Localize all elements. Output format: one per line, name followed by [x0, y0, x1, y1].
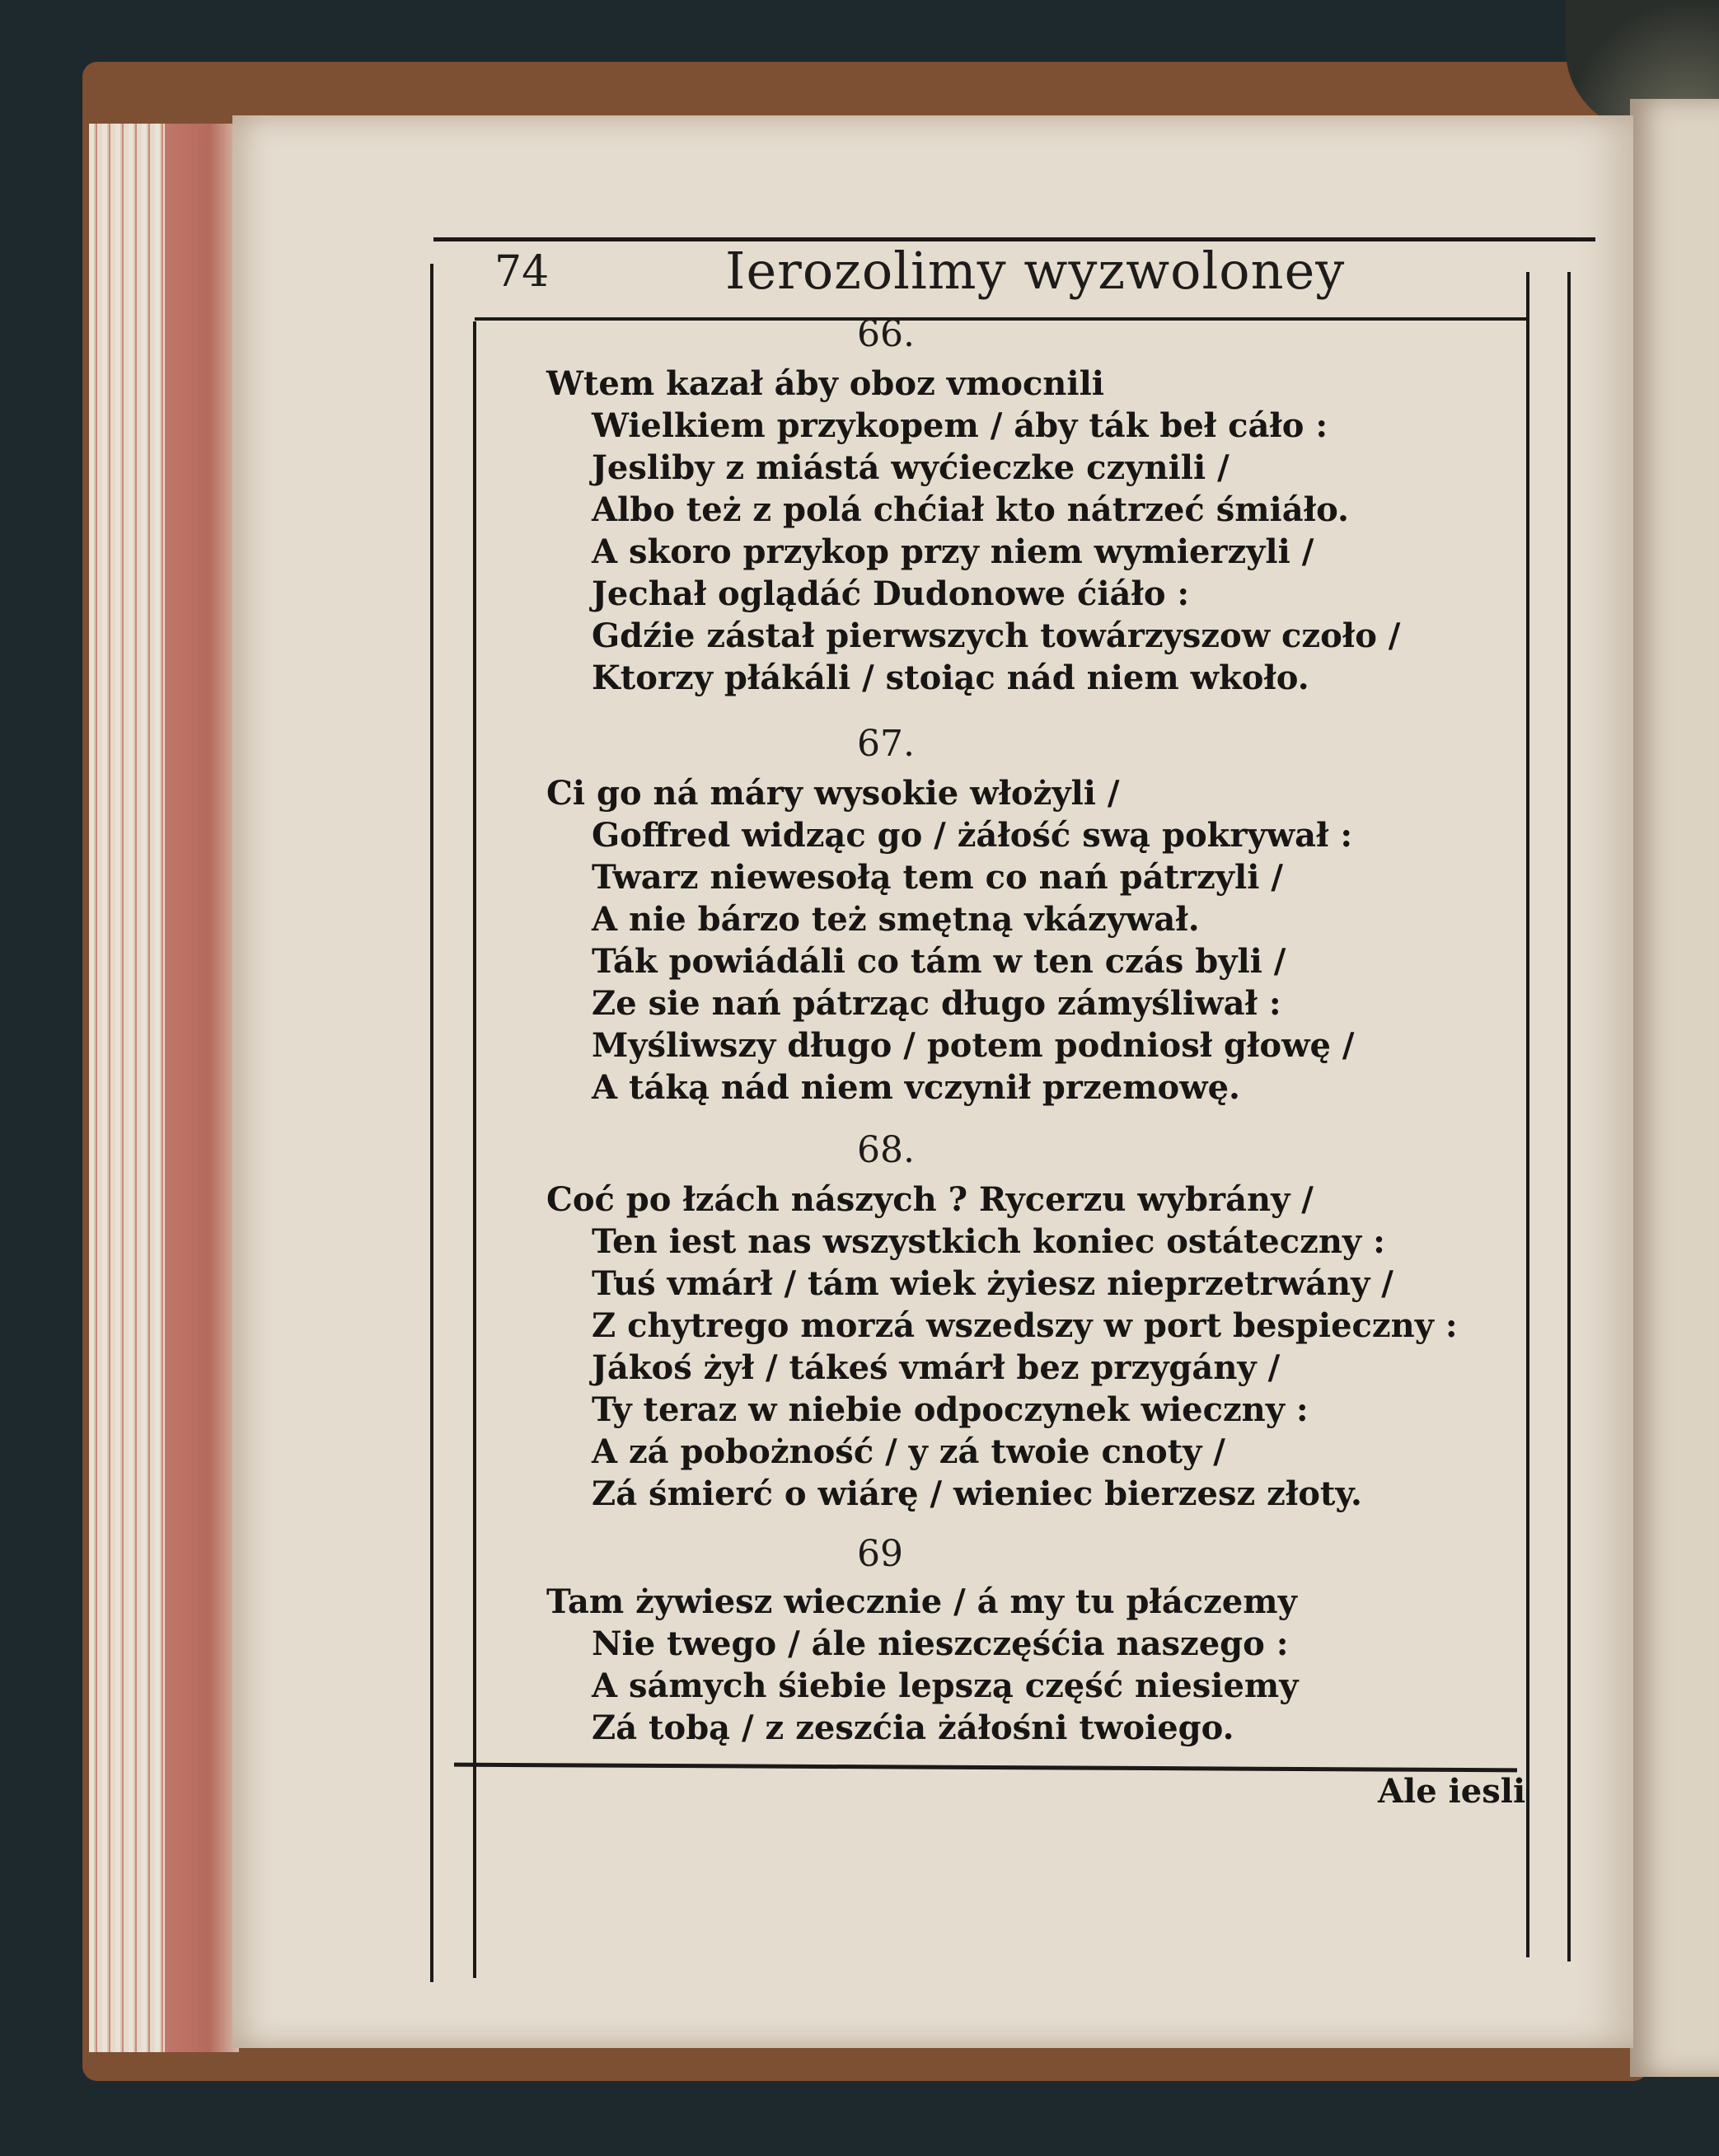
verse-line: Goffred widząc go / żáłość swą pokrywał : [592, 816, 1353, 855]
verse-line: Ták powiádáli co tám w ten czás byli / [592, 942, 1286, 981]
frame-right-inner [1526, 272, 1529, 1957]
verse-line: Z chytrego morzá wszedszy w port bespieczny : [592, 1306, 1458, 1345]
verse-line: Wtem kazał áby oboz vmocnili [546, 364, 1104, 403]
verse-line: Wielkiem przykopem / áby ták beł cáło : [592, 406, 1328, 445]
frame-left-outer [430, 264, 433, 1982]
verse-line: A skoro przykop przy niem wymierzyli / [592, 532, 1314, 571]
verse-line: A táką nád niem vczynił przemowę. [592, 1068, 1240, 1107]
verse-line: A nie bárzo też smętną vkázywał. [592, 900, 1200, 939]
catchword: Ale iesli [1378, 1772, 1526, 1811]
frame-right-outer [1567, 272, 1571, 1961]
verse-line: Ty teraz w niebie odpoczynek wieczny : [592, 1390, 1309, 1429]
stanza [546, 1179, 1458, 1515]
verse-line: Nie twego / ále nieszczęśćia naszego : [592, 1624, 1289, 1663]
verse-line: Tam żywiesz wiecznie / á my tu płáczemy [546, 1582, 1297, 1621]
page-number: 74 [494, 247, 550, 297]
verse-line: Zá tobą / z zeszćia żáłośni twoiego. [592, 1708, 1234, 1747]
stanza-number: 69 [857, 1533, 903, 1575]
verse-line: A sámych śiebie lepszą część niesiemy [592, 1666, 1299, 1705]
verse-line: Ktorzy płákáli / stoiąc nád niem wkoło. [592, 659, 1309, 697]
red-page-edges [165, 124, 239, 2052]
verse-line: Tuś vmárł / tám wiek żyiesz nieprzetrwány / [592, 1264, 1393, 1303]
verse-line: A zá pobożność / y zá twoie cnoty / [592, 1432, 1225, 1471]
header-rule [475, 317, 1526, 321]
facing-page [1630, 99, 1719, 2077]
verse-line: Coć po łzách nászych ? Rycerzu wybrány / [546, 1180, 1314, 1219]
verse-line: Zá śmierć o wiárę / wieniec bierzesz złoty. [592, 1474, 1362, 1513]
verse-line: Ten iest nas wszystkich koniec ostáteczny : [592, 1222, 1385, 1261]
verse-line: Ci go ná máry wysokie włożyli / [546, 774, 1120, 813]
stanza-number: 66. [857, 313, 915, 355]
verse-line: Jákoś żył / tákeś vmárł bez przygány / [592, 1348, 1281, 1387]
verse-line: Myśliwszy długo / potem podniosł głowę / [592, 1026, 1355, 1065]
frame-left-inner [473, 321, 476, 1978]
stanza-number: 68. [857, 1129, 915, 1171]
verse-line: Jechał oglądáć Dudonowe ćiáło : [592, 574, 1190, 613]
stanza [546, 363, 1400, 699]
stanza-number: 67. [857, 723, 915, 765]
stanza [546, 1581, 1299, 1749]
verse-line: Gdźie zástał pierwszych towárzyszow czoło / [592, 616, 1401, 655]
verse-line: Twarz niewesołą tem co nań pátrzyli / [592, 858, 1283, 897]
verse-line: Ze sie nań pátrząc długo zámyśliwał : [592, 984, 1281, 1023]
running-title: Ierozolimy wyzwoloney [725, 241, 1346, 301]
stanza [546, 772, 1355, 1108]
verse-line: Albo też z polá chćiał kto nátrzeć śmiáło. [592, 490, 1349, 529]
verse-line: Jesliby z miástá wyćieczke czynili / [592, 448, 1230, 487]
